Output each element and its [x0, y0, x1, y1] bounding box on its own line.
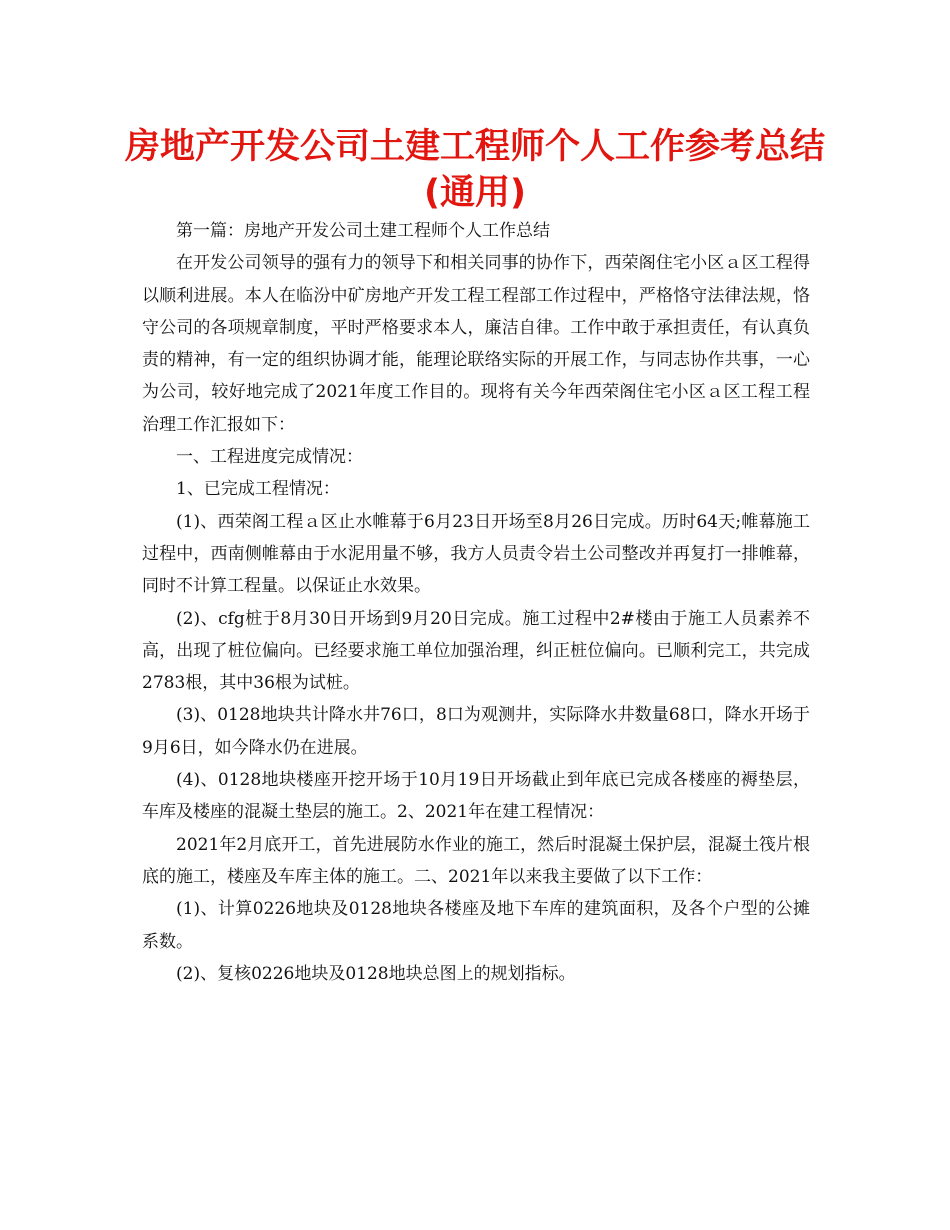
paragraph-item-3: (3)、0128地块共计降水井76口，8口为观测井，实际降水井数量68口，降水开场于9月6日，如今降水仍在进展。: [142, 705, 810, 758]
paragraph-item-4: (4)、0128地块楼座开挖开场于10月19日开场截止到年底已完成各楼座的褥垫层，车库及楼座的混凝土垫层的施工。2、2021年在建工程情况：: [142, 770, 810, 823]
document-body: [142, 215, 810, 990]
document-title: 房地产开发公司土建工程师个人工作参考总结: [124, 127, 825, 167]
paragraph-item-2: (2)、cfg桩于8月30日开场到9月20日完成。施工过程中2#楼由于施工人员素养不高，出现了桩位偏向。已经要求施工单位加强治理，纠正桩位偏向。已顺利完工，共完成2783根，其中36根为试桩。: [142, 608, 810, 694]
document-title-suffix: (通用): [424, 173, 526, 213]
paragraph-heading-completed: 1、已完成工程情况：: [176, 479, 340, 500]
paragraph-construction: 2021年2月底开工，首先进展防水作业的施工，然后时混凝土保护层，混凝土筏片根底的施工，楼座及车库主体的施工。二、2021年以来我主要做了以下工作：: [142, 834, 810, 887]
paragraph-intro: 在开发公司领导的强有力的领导下和相关同事的协作下，西荣阁住宅小区ａ区工程得以顺利进展。本人在临汾中矿房地产开发工程工程部工作过程中，严格恪守法律法规，恪守公司的各项规章制度，平时严格要求本人，廉洁自律。工作中敢于承担责任，有认真负责的精神，有一定的组织协调才能，能理论联络实际的开展工作，与同志协作共事，一心为公司，较好地完成了2021年度工作目的。现将有关今年西荣阁住宅小区ａ区工程工程治理工作汇报如下：: [142, 253, 810, 435]
paragraph-work-1: (1)、计算0226地块及0128地块各楼座及地下车库的建筑面积，及各个户型的公摊系数。: [142, 899, 810, 952]
paragraph-work-2: (2)、复核0226地块及0128地块总图上的规划指标。: [176, 963, 576, 984]
paragraph-heading-progress: 一、工程进度完成情况：: [176, 447, 363, 468]
section-heading: 第一篇：房地产开发公司土建工程师个人工作总结: [176, 221, 550, 241]
paragraph-item-1: (1)、西荣阁工程ａ区止水帷幕于6月23日开场至8月26日完成。历时64天;帷幕施工过程中，西南侧帷幕由于水泥用量不够，我方人员责令岩土公司整改并再复打一排帷幕，同时不计算工程量。以保证止水效果。: [142, 511, 810, 597]
